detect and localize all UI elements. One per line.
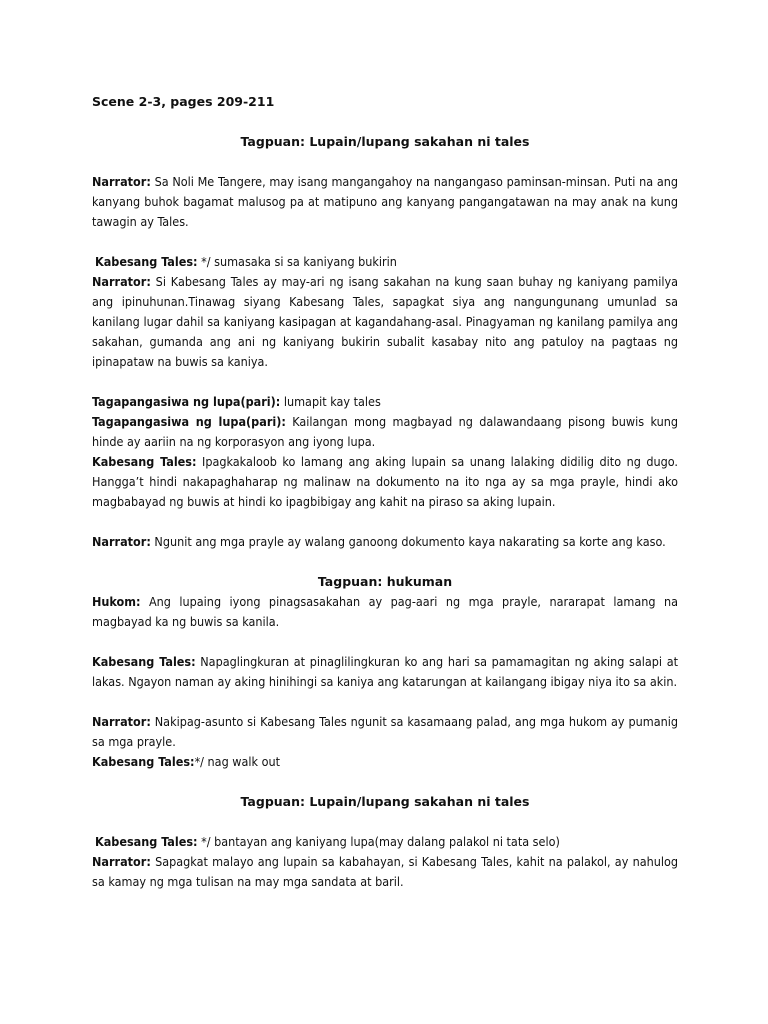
dialogue-text: Ang lupaing iyong pinagsasakahan ay pag-aari ng mga prayle, nararapat lamang na magbayad ka ng buwis sa kanila.	[92, 594, 678, 629]
setting-heading-2: Tagpuan: hukuman	[317, 574, 453, 589]
speaker-label: Tagapangasiwa ng lupa(pari):	[92, 414, 286, 429]
dialogue-text: */ bantayan ang kaniyang lupa(may dalang palakol ni tata selo)	[197, 834, 560, 849]
setting-heading-3: Tagpuan: Lupain/lupang sakahan ni tales	[240, 794, 530, 809]
stage-direction-2	[92, 392, 678, 412]
dialogue-text: Sapagkat malayo ang lupain sa kabahayan, si Kabesang Tales, kahit na palakol, ay nahulog sa kamay ng mga tulisan na may mga sandata at baril.	[92, 854, 678, 889]
speaker-label: Hukom:	[92, 594, 141, 609]
dialogue-text: */ nag walk out	[194, 754, 280, 769]
speaker-label: Kabesang Tales:	[92, 654, 196, 669]
speaker-label: Narrator:	[92, 534, 151, 549]
speaker-label: Kabesang Tales:	[92, 454, 197, 469]
dialogue-text: Ngunit ang mga prayle ay walang ganoong dokumento kaya nakarating sa korte ang kaso.	[150, 534, 666, 549]
dialogue-text: lumapit kay tales	[280, 394, 381, 409]
narrator-paragraph-5	[92, 852, 678, 892]
dialogue-text: */ sumasaka si sa kaniyang bukirin	[197, 254, 397, 269]
dialogue-text: Kailangan mong magbayad ng dalawandaang pisong buwis kung hinde ay aariin na ng korporasyon ang iyong lupa.	[92, 414, 678, 449]
stage-direction-1	[92, 252, 678, 272]
document-page	[92, 92, 678, 892]
speaker-label: Kabesang Tales:	[95, 834, 198, 849]
scene-heading: Scene 2-3, pages 209-211	[92, 94, 275, 109]
tales-dialogue-2	[92, 652, 678, 692]
dialogue-text: Napaglingkuran at pinaglilingkuran ko ang hari sa pamamagitan ng aking salapi at lakas. Ngayon naman ay aking hinihingi sa kaniya ang katarungan at kailangang ibigay niya ito sa akin.	[92, 654, 678, 689]
narrator-paragraph-1	[92, 172, 678, 232]
stage-direction-4	[92, 832, 678, 852]
tales-dialogue-1	[92, 452, 678, 512]
setting-heading-1: Tagpuan: Lupain/lupang sakahan ni tales	[240, 134, 530, 149]
narrator-paragraph-4	[92, 712, 678, 752]
speaker-label: Tagapangasiwa ng lupa(pari):	[92, 394, 281, 409]
speaker-label: Narrator:	[92, 854, 151, 869]
pari-dialogue	[92, 412, 678, 452]
dialogue-text: Ipagkakaloob ko lamang ang aking lupain sa unang lalaking didilig dito ng dugo. Hangga’t hindi nakapaghaharap ng malinaw na dokumento na ito nga ay sa mga prayle, hindi ako magbabayad ng buwis at hindi ko ipagbibigay ang kahit na piraso sa aking lupain.	[92, 454, 678, 509]
speaker-label: Kabesang Tales:	[92, 754, 195, 769]
hukom-dialogue	[92, 592, 678, 632]
speaker-label: Narrator:	[92, 174, 151, 189]
narrator-paragraph-3	[92, 532, 678, 552]
dialogue-text: Nakipag-asunto si Kabesang Tales ngunit sa kasamaang palad, ang mga hukom ay pumanig sa mga prayle.	[92, 714, 678, 749]
speaker-label: Narrator:	[92, 714, 151, 729]
speaker-label: Kabesang Tales:	[95, 254, 198, 269]
dialogue-text: Si Kabesang Tales ay may-ari ng isang sakahan na kung saan buhay ng kaniyang pamilya ang ipinuhunan.Tinawag siyang Kabesang Tales, sapagkat siya ang nangungunang umunlad sa kanilang lugar dahil sa kaniyang kasipagan at kagandahang-asal. Pinagyaman ng kanilang pamilya ang sakahan, gumanda ang ani ng kaniyang bukirin subalit kasabay nito ang patuloy na pagtaas ng ipinapataw na buwis sa kaniya.	[92, 274, 678, 369]
speaker-label: Narrator:	[92, 274, 151, 289]
dialogue-text: Sa Noli Me Tangere, may isang mangangahoy na nangangaso paminsan-minsan. Puti na ang kanyang buhok bagamat malusog pa at matipuno ang kanyang pangangatawan na may anak na kung tawagin ay Tales.	[92, 174, 678, 229]
narrator-paragraph-2	[92, 272, 678, 372]
stage-direction-3	[92, 752, 678, 772]
